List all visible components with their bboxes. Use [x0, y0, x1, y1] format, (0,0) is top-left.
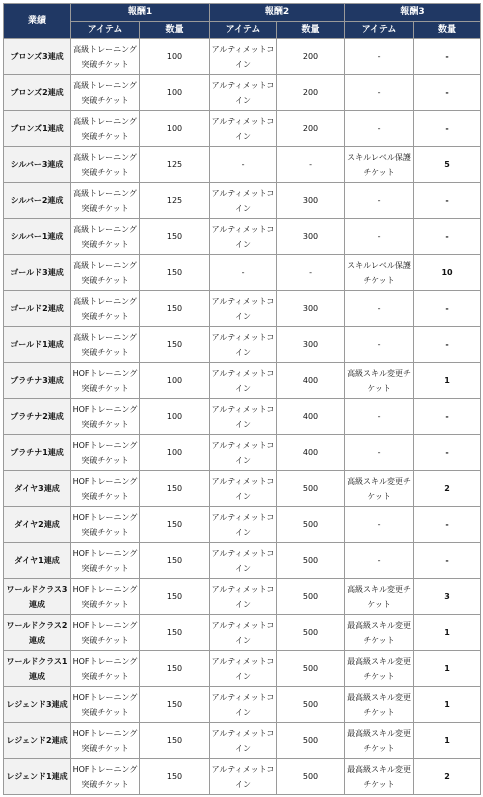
reward1-item-cell: HOFトレーニング突破チケット	[71, 363, 140, 399]
table-row	[4, 255, 481, 291]
table-row	[4, 147, 481, 183]
reward2-item-cell: アルティメットコイン	[210, 651, 277, 687]
table-row	[4, 579, 481, 615]
reward1-qty-cell: 150	[140, 507, 210, 543]
rank-cell: ダイヤ1連成	[4, 543, 71, 579]
reward3-qty-cell: -	[414, 435, 481, 471]
reward1-qty-cell: 150	[140, 579, 210, 615]
reward2-qty-cell: 500	[277, 543, 345, 579]
table-row	[4, 111, 481, 147]
reward3-item-cell: 最高級スキル変更チケット	[345, 723, 414, 759]
reward1-qty-cell: 125	[140, 147, 210, 183]
reward2-qty-cell: 500	[277, 507, 345, 543]
reward3-item-cell: -	[345, 435, 414, 471]
rank-cell: ダイヤ3連成	[4, 471, 71, 507]
reward1-qty-cell: 150	[140, 471, 210, 507]
header-reward-3: 報酬3	[345, 4, 481, 22]
reward1-qty-cell: 150	[140, 651, 210, 687]
table-row	[4, 399, 481, 435]
reward2-qty-cell: 500	[277, 579, 345, 615]
table-row	[4, 39, 481, 75]
reward2-item-cell: アルティメットコイン	[210, 507, 277, 543]
reward1-item-cell: HOFトレーニング突破チケット	[71, 399, 140, 435]
reward1-item-cell: HOFトレーニング突破チケット	[71, 687, 140, 723]
reward2-qty-cell: -	[277, 147, 345, 183]
reward3-item-cell: スキルレベル保護チケット	[345, 255, 414, 291]
reward1-item-cell: 高級トレーニング突破チケット	[71, 291, 140, 327]
reward1-qty-cell: 150	[140, 255, 210, 291]
reward2-item-cell: アルティメットコイン	[210, 111, 277, 147]
reward1-qty-cell: 150	[140, 759, 210, 795]
table-row	[4, 471, 481, 507]
reward1-item-cell: HOFトレーニング突破チケット	[71, 759, 140, 795]
reward3-qty-cell: 3	[414, 579, 481, 615]
reward2-item-cell: アルティメットコイン	[210, 327, 277, 363]
reward3-item-cell: -	[345, 507, 414, 543]
table-row	[4, 327, 481, 363]
reward1-item-cell: HOFトレーニング突破チケット	[71, 543, 140, 579]
reward1-qty-cell: 100	[140, 435, 210, 471]
rank-cell: ブロンズ2連成	[4, 75, 71, 111]
reward3-item-cell: 最高級スキル変更チケット	[345, 759, 414, 795]
rank-cell: ゴールド3連成	[4, 255, 71, 291]
reward2-item-cell: アルティメットコイン	[210, 399, 277, 435]
reward3-qty-cell: -	[414, 183, 481, 219]
sub-header-row	[4, 22, 481, 39]
reward2-item-cell: アルティメットコイン	[210, 543, 277, 579]
table-row	[4, 615, 481, 651]
reward2-item-cell: アルティメットコイン	[210, 39, 277, 75]
reward3-item-cell: -	[345, 39, 414, 75]
rank-cell: ダイヤ2連成	[4, 507, 71, 543]
header-r2-qty: 数量	[277, 22, 345, 39]
reward3-qty-cell: -	[414, 399, 481, 435]
reward2-item-cell: アルティメットコイン	[210, 723, 277, 759]
reward1-qty-cell: 150	[140, 723, 210, 759]
reward3-item-cell: 高級スキル変更チケット	[345, 363, 414, 399]
reward2-qty-cell: 200	[277, 111, 345, 147]
reward2-qty-cell: 300	[277, 291, 345, 327]
rank-cell: ブロンズ1連成	[4, 111, 71, 147]
rank-cell: シルバー2連成	[4, 183, 71, 219]
table-row	[4, 219, 481, 255]
reward2-qty-cell: 500	[277, 759, 345, 795]
reward2-qty-cell: 500	[277, 471, 345, 507]
reward3-qty-cell: -	[414, 543, 481, 579]
reward3-qty-cell: 1	[414, 363, 481, 399]
reward2-qty-cell: 300	[277, 219, 345, 255]
reward1-item-cell: HOFトレーニング突破チケット	[71, 723, 140, 759]
reward1-item-cell: HOFトレーニング突破チケット	[71, 507, 140, 543]
reward3-item-cell: 最高級スキル変更チケット	[345, 615, 414, 651]
header-r1-item: アイテム	[71, 22, 140, 39]
reward2-qty-cell: -	[277, 255, 345, 291]
reward3-qty-cell: 2	[414, 471, 481, 507]
rank-cell: ゴールド2連成	[4, 291, 71, 327]
reward3-item-cell: 高級スキル変更チケット	[345, 471, 414, 507]
header-r3-item: アイテム	[345, 22, 414, 39]
reward1-item-cell: HOFトレーニング突破チケット	[71, 471, 140, 507]
reward1-item-cell: 高級トレーニング突破チケット	[71, 39, 140, 75]
reward1-item-cell: HOFトレーニング突破チケット	[71, 615, 140, 651]
reward3-qty-cell: 1	[414, 615, 481, 651]
reward2-item-cell: アルティメットコイン	[210, 363, 277, 399]
reward1-qty-cell: 150	[140, 291, 210, 327]
reward1-item-cell: 高級トレーニング突破チケット	[71, 111, 140, 147]
reward3-qty-cell: -	[414, 327, 481, 363]
reward2-qty-cell: 400	[277, 435, 345, 471]
rank-cell: プラチナ3連成	[4, 363, 71, 399]
reward2-item-cell: アルティメットコイン	[210, 471, 277, 507]
reward1-item-cell: 高級トレーニング突破チケット	[71, 75, 140, 111]
rank-cell: シルバー1連成	[4, 219, 71, 255]
reward1-qty-cell: 100	[140, 399, 210, 435]
table-row	[4, 543, 481, 579]
reward2-item-cell: アルティメットコイン	[210, 579, 277, 615]
rank-cell: ゴールド1連成	[4, 327, 71, 363]
reward2-item-cell: アルティメットコイン	[210, 759, 277, 795]
reward2-item-cell: -	[210, 255, 277, 291]
reward2-item-cell: アルティメットコイン	[210, 75, 277, 111]
reward1-qty-cell: 150	[140, 327, 210, 363]
reward3-qty-cell: -	[414, 291, 481, 327]
reward2-qty-cell: 300	[277, 183, 345, 219]
reward3-item-cell: 最高級スキル変更チケット	[345, 687, 414, 723]
reward3-item-cell: -	[345, 291, 414, 327]
reward3-qty-cell: 5	[414, 147, 481, 183]
table-body	[4, 39, 481, 795]
reward1-qty-cell: 150	[140, 219, 210, 255]
rank-cell: プラチナ1連成	[4, 435, 71, 471]
table-row	[4, 651, 481, 687]
reward2-qty-cell: 500	[277, 687, 345, 723]
reward3-qty-cell: -	[414, 219, 481, 255]
reward2-qty-cell: 500	[277, 651, 345, 687]
reward3-item-cell: -	[345, 183, 414, 219]
reward3-item-cell: 最高級スキル変更チケット	[345, 651, 414, 687]
reward1-item-cell: HOFトレーニング突破チケット	[71, 579, 140, 615]
rank-cell: レジェンド1連成	[4, 759, 71, 795]
table-row	[4, 687, 481, 723]
reward1-item-cell: 高級トレーニング突破チケット	[71, 183, 140, 219]
rank-cell: レジェンド3連成	[4, 687, 71, 723]
reward2-qty-cell: 500	[277, 615, 345, 651]
reward3-item-cell: -	[345, 75, 414, 111]
group-header-row	[4, 4, 481, 22]
reward2-item-cell: アルティメットコイン	[210, 435, 277, 471]
rank-cell: ブロンズ3連成	[4, 39, 71, 75]
header-rank: 業績	[4, 4, 71, 39]
table-row	[4, 363, 481, 399]
reward3-item-cell: 高級スキル変更チケット	[345, 579, 414, 615]
reward1-item-cell: HOFトレーニング突破チケット	[71, 435, 140, 471]
table-row	[4, 183, 481, 219]
header-r3-qty: 数量	[414, 22, 481, 39]
reward3-qty-cell: 2	[414, 759, 481, 795]
reward3-qty-cell: 1	[414, 687, 481, 723]
reward1-item-cell: HOFトレーニング突破チケット	[71, 651, 140, 687]
reward2-item-cell: アルティメットコイン	[210, 183, 277, 219]
rank-cell: レジェンド2連成	[4, 723, 71, 759]
rank-cell: シルバー3連成	[4, 147, 71, 183]
reward3-item-cell: -	[345, 219, 414, 255]
reward1-qty-cell: 125	[140, 183, 210, 219]
reward2-item-cell: アルティメットコイン	[210, 615, 277, 651]
rank-cell: ワールドクラス3連成	[4, 579, 71, 615]
reward1-item-cell: 高級トレーニング突破チケット	[71, 327, 140, 363]
reward3-qty-cell: 1	[414, 651, 481, 687]
reward1-item-cell: 高級トレーニング突破チケット	[71, 219, 140, 255]
reward2-qty-cell: 200	[277, 39, 345, 75]
reward2-qty-cell: 300	[277, 327, 345, 363]
reward2-qty-cell: 500	[277, 723, 345, 759]
rank-cell: ワールドクラス1連成	[4, 651, 71, 687]
table-row	[4, 291, 481, 327]
reward3-item-cell: -	[345, 111, 414, 147]
table-row	[4, 435, 481, 471]
reward3-qty-cell: -	[414, 39, 481, 75]
rewards-table-container	[3, 3, 481, 795]
reward2-item-cell: アルティメットコイン	[210, 687, 277, 723]
table-row	[4, 723, 481, 759]
rank-cell: ワールドクラス2連成	[4, 615, 71, 651]
reward3-qty-cell: 10	[414, 255, 481, 291]
reward2-qty-cell: 200	[277, 75, 345, 111]
header-r2-item: アイテム	[210, 22, 277, 39]
header-r1-qty: 数量	[140, 22, 210, 39]
reward2-item-cell: -	[210, 147, 277, 183]
reward1-item-cell: 高級トレーニング突破チケット	[71, 147, 140, 183]
reward1-qty-cell: 100	[140, 39, 210, 75]
rank-cell: プラチナ2連成	[4, 399, 71, 435]
reward2-item-cell: アルティメットコイン	[210, 219, 277, 255]
reward3-item-cell: -	[345, 543, 414, 579]
reward1-qty-cell: 150	[140, 615, 210, 651]
header-reward-1: 報酬1	[71, 4, 210, 22]
table-row	[4, 507, 481, 543]
header-reward-2: 報酬2	[210, 4, 345, 22]
table-row	[4, 75, 481, 111]
reward3-qty-cell: -	[414, 111, 481, 147]
reward1-qty-cell: 100	[140, 111, 210, 147]
table-row	[4, 759, 481, 795]
reward1-qty-cell: 150	[140, 543, 210, 579]
reward1-item-cell: 高級トレーニング突破チケット	[71, 255, 140, 291]
reward3-item-cell: -	[345, 399, 414, 435]
reward3-qty-cell: -	[414, 75, 481, 111]
reward2-qty-cell: 400	[277, 399, 345, 435]
reward3-item-cell: -	[345, 327, 414, 363]
reward2-item-cell: アルティメットコイン	[210, 291, 277, 327]
reward1-qty-cell: 150	[140, 687, 210, 723]
reward3-qty-cell: 1	[414, 723, 481, 759]
rewards-table	[3, 3, 481, 795]
reward3-item-cell: スキルレベル保護チケット	[345, 147, 414, 183]
reward1-qty-cell: 100	[140, 363, 210, 399]
reward2-qty-cell: 400	[277, 363, 345, 399]
reward3-qty-cell: -	[414, 507, 481, 543]
reward1-qty-cell: 100	[140, 75, 210, 111]
